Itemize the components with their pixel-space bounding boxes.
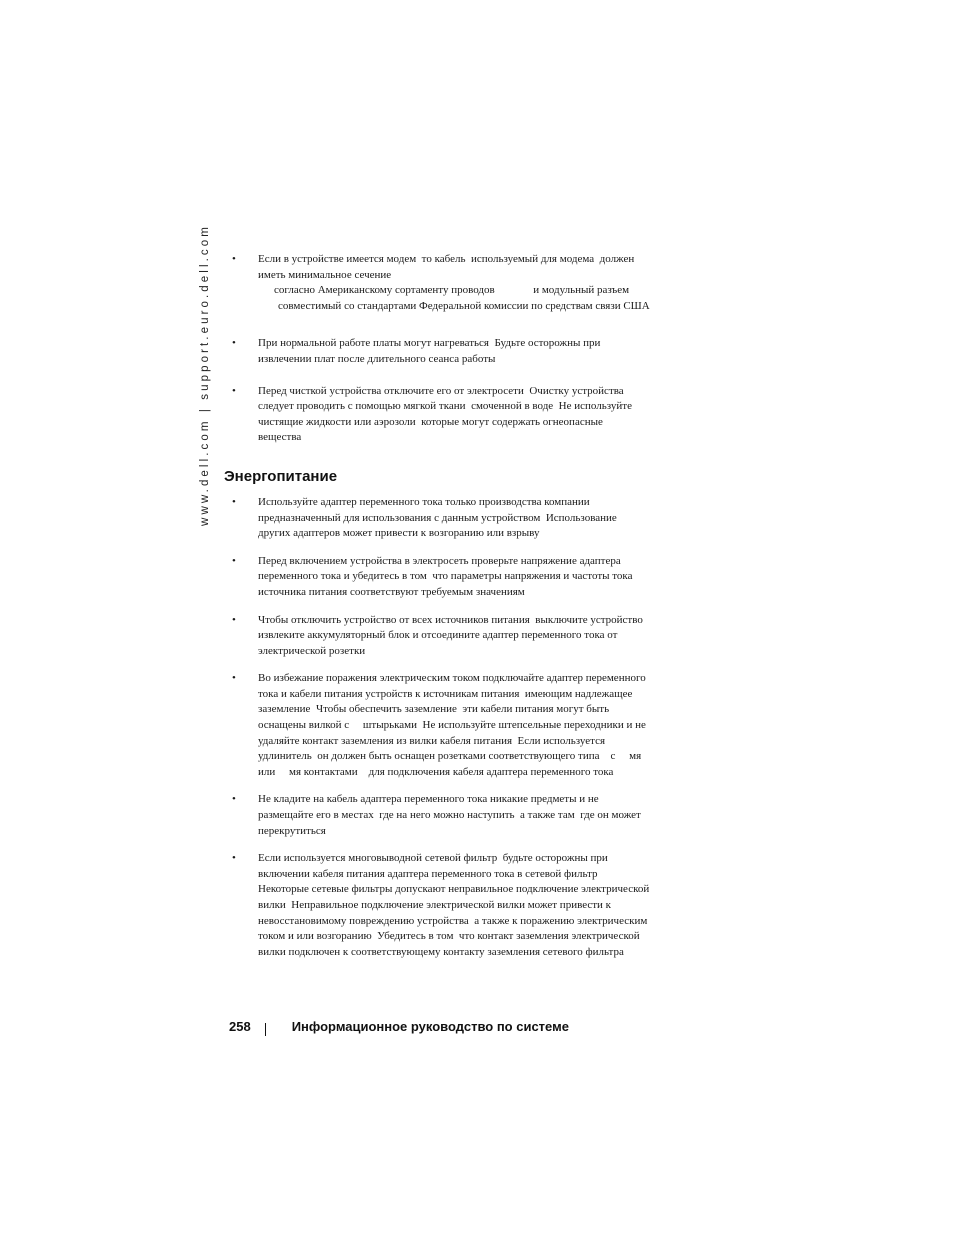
list-item (232, 554, 702, 601)
text-line: переменного тока и убедитесь в том что параметры напряжения и частоты тока (258, 570, 633, 583)
safety-list-general (232, 252, 702, 446)
text-line: удаляйте контакт заземления из вилки кабеля питания Если используется (258, 734, 606, 747)
text-line: включении кабеля питания адаптера переменного тока в сетевой фильтр (258, 867, 598, 880)
page-content (224, 252, 702, 960)
text-line: невосстановимому повреждению устройства а также к поражению электрическим (258, 914, 648, 927)
text-line: перекрутиться (258, 824, 326, 837)
list-item (232, 851, 702, 960)
list-item (232, 384, 702, 446)
text-line: вещества (258, 431, 302, 444)
bullet: • (232, 554, 236, 567)
text-line: Чтобы отключить устройство от всех источников питания выключите устройство (258, 613, 643, 626)
bullet: • (232, 852, 236, 865)
text-line: извлеките аккумуляторный блок и отсоедините адаптер переменного тока от (258, 629, 618, 642)
bullet: • (232, 793, 236, 806)
section-heading: Энергопитание (224, 467, 338, 485)
text-line: или мя контактами для подключения кабеля адаптера переменного тока (258, 765, 614, 778)
safety-list-power (232, 495, 702, 960)
text-line: тока и кабели питания устройств к источникам питания имеющим надлежащее (258, 687, 633, 700)
page-number: 258 (229, 1019, 251, 1034)
text-line: вилки Неправильное подключение электрической вилки может привести к (258, 899, 612, 911)
bullet: • (232, 384, 236, 397)
text-line: током и или возгоранию Убедитесь в том что контакт заземления электрической (258, 930, 640, 943)
text-line: Если в устройстве имеется модем то кабель используемый для модема должен (258, 253, 635, 265)
text-line: других адаптеров может привести к возгоранию или взрыву (258, 527, 540, 540)
text-line: заземление Чтобы обеспечить заземление эти кабели питания могут быть (258, 703, 610, 716)
bullet: • (232, 253, 236, 265)
text-line: удлинитель он должен быть оснащен розетками соответствующего типа с мя (258, 750, 642, 763)
bullet: • (232, 337, 236, 350)
text-line: источника питания соответствуют требуемым значениям (258, 585, 525, 598)
list-item (232, 613, 702, 660)
text-line: иметь минимальное сечение (258, 268, 392, 281)
text-line: Перед включением устройства в электросеть проверьте напряжение адаптера (258, 554, 621, 567)
text-line: Не кладите на кабель адаптера переменного тока никакие предметы и не (258, 793, 599, 806)
text-line: Используйте адаптер переменного тока только производства компании (258, 495, 590, 508)
bullet: • (232, 495, 236, 508)
footer-title: Информационное руководство по системе (291, 1019, 569, 1034)
text-line: согласно Американскому сортаменту проводов и модульный разъем (274, 284, 630, 297)
text-line: оснащены вилкой с штырьками Не используйте штепсельные переходники и не (258, 719, 646, 732)
list-item (232, 495, 702, 542)
page-footer (229, 1019, 569, 1034)
text-line: предназначенный для использования с данным устройством Использование (258, 511, 617, 524)
list-item (232, 252, 702, 314)
bullet: • (232, 672, 236, 685)
text-line: совместимый со стандартами Федеральной комиссии по средствам связи США (278, 299, 650, 312)
text-line: Перед чисткой устройства отключите его от электросети Очистку устройства (258, 384, 624, 397)
side-url (196, 224, 214, 526)
list-item (232, 792, 702, 839)
footer-divider (265, 1023, 266, 1036)
list-item (232, 671, 702, 780)
text-line: вилки подключен к соответствующему контакту заземления сетевого фильтра (258, 945, 624, 958)
text-line: Если используется многовыводной сетевой фильтр будьте осторожны при (258, 852, 608, 865)
text-line: следует проводить с помощью мягкой ткани смоченной в воде Не используйте (258, 400, 632, 413)
bullet: • (232, 613, 236, 626)
text-line: чистящие жидкости или аэрозоли которые могут содержать огнеопасные (258, 415, 603, 428)
text-line: Во избежание поражения электрическим током подключайте адаптер переменного (258, 672, 646, 685)
side-url-text: www.dell.com | support.euro.dell.com (199, 224, 211, 526)
text-line: размещайте его в местах где на него можно наступить а также там где он может (258, 809, 641, 822)
text-line: Некоторые сетевые фильтры допускают неправильное подключение электрической (258, 883, 650, 896)
text-line: извлечении плат после длительного сеанса работы (258, 352, 496, 365)
list-item (232, 336, 702, 367)
text-line: электрической розетки (258, 644, 366, 657)
text-line: При нормальной работе платы могут нагреваться Будьте осторожны при (258, 337, 601, 350)
